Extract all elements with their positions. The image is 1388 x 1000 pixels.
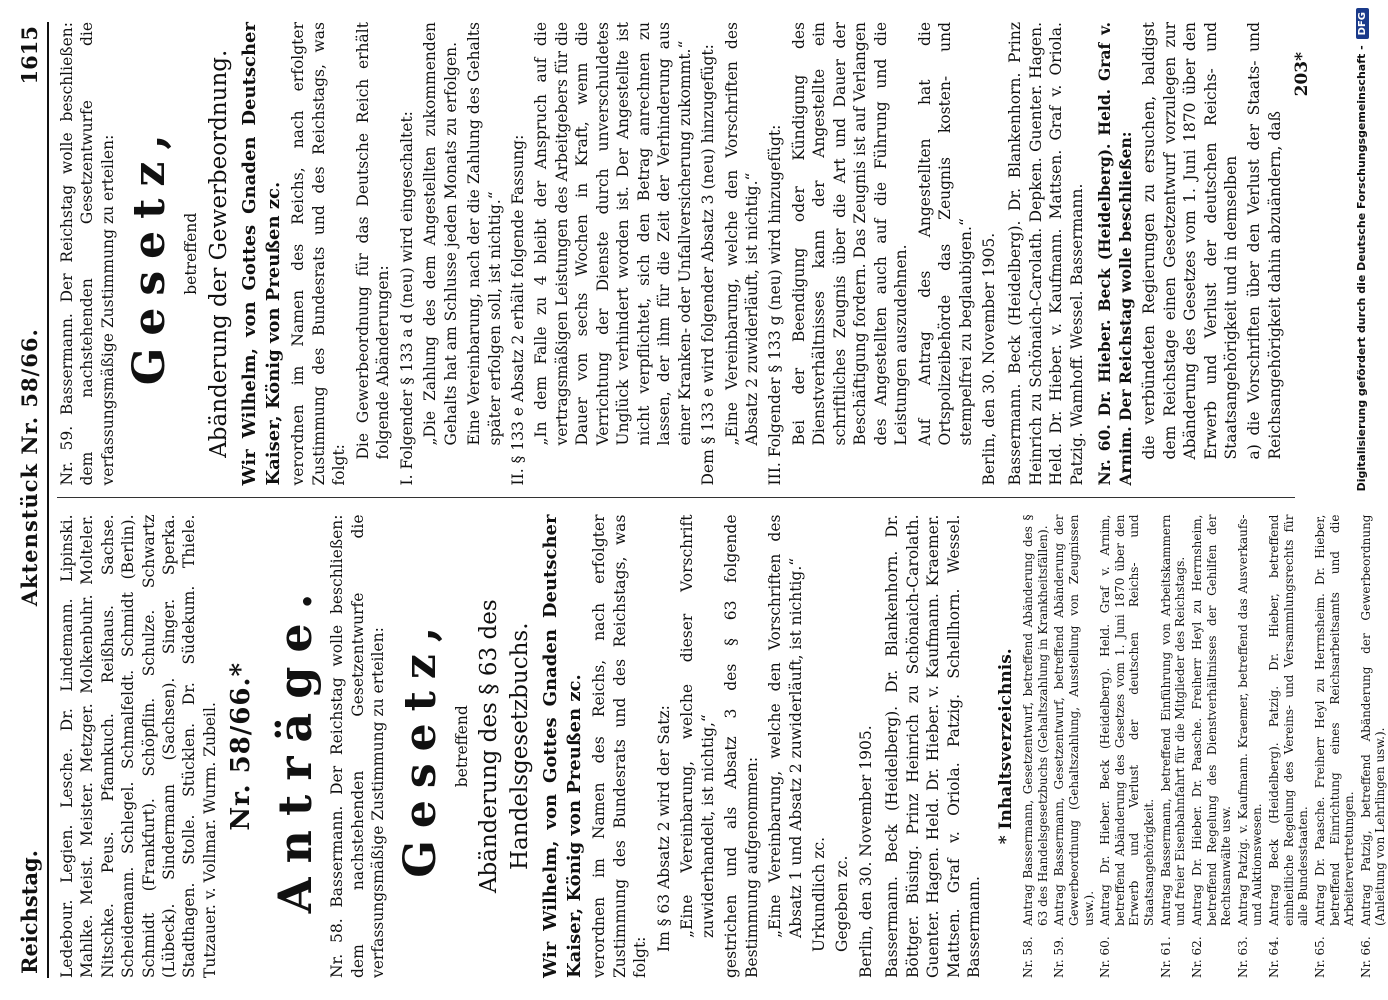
page-number: 1615 — [17, 26, 42, 85]
toc-number: Nr. 66. — [1358, 936, 1373, 978]
nr58-heading: Nr. 58/66.* — [226, 661, 257, 831]
law-subject-2: Abänderung der Gewerbeordnung. — [205, 49, 232, 458]
section-i-quote-2: Eine Vereinbarung, nach der die Zahlung des Gehalts später erfolgen soll, ist nichtig.“ — [465, 22, 504, 446]
amendments-intro: Die Gewerbeordnung für das Deutsche Reich erhält folgende Abänderungen: — [353, 22, 393, 460]
toc-row — [1159, 515, 1188, 979]
toc-text: Antrag Bassermann, Gesetzentwurf, betreffend Abänderung der Gewerbeordnung (Gehaltszahlung, Ausstellung von Zeugnissen usw.). — [1052, 514, 1096, 926]
date-line: Berlin, den 30. November 1905. — [856, 725, 875, 978]
verordnen-text-2: verordnen im Namen des Reichs, nach erfolgter Zustimmung des Bundesrats und des Reichstags, was folgt: — [289, 22, 349, 486]
urkundlich: Urkundlich zc. — [810, 836, 829, 952]
antraege-heading: Anträge. — [267, 579, 322, 914]
toc-title: * Inhaltsverzeichnis. — [995, 648, 1016, 845]
toc-row — [1236, 515, 1265, 979]
digitization-credit — [1355, 0, 1375, 1000]
toc-number: Nr. 62. — [1189, 936, 1204, 978]
toc-text: Antrag Dr. Hieber. Beck (Heidelberg). Held. Graf v. Arnim, betreffend Abänderung des Gesetzes vom 1. Juni 1870 über den Erwerb und Verlust der deutschen Reichs- und Staatsangehörigkeit. — [1098, 514, 1157, 926]
header-left: Reichstag. — [17, 850, 42, 974]
gegeben: Gegeben zc. — [833, 855, 852, 952]
toc-text: Antrag Dr. Hieber. Dr. Paasche. Freiherr Heyl zu Herrnsheim, betreffend Regelung des Dienstverhältnisses der Gehilfen der Rechtsanwälte usw. — [1189, 514, 1234, 926]
gesetz-title-2: Gesetz, — [124, 122, 176, 386]
wir-wilhelm: Wir Wilhelm, von Gottes Gnaden Deutscher Kaiser, König von Preußen zc. — [539, 514, 585, 978]
verordnen-text: verordnen im Namen des Reichs, nach erfolgter Zustimmung des Bundesrats und des Reichstags, was folgt: — [590, 514, 650, 978]
section-iii-quote: Bei der Beendigung oder Kündigung des Dienstverhältnisses kann der Angestellte ein schriftliches Zeugnis über die Art und Dauer der Beschäftigung fordern. Das Zeugnis ist auf Verlangen des Angestellten auch auf die Führung und die Leistungen auszudehnen. — [789, 22, 911, 446]
header-middle: Aktenstück Nr. 58/66. — [17, 328, 42, 607]
betreffend-label-2: betreffend — [182, 212, 201, 295]
nr60-item-a: a) die Vorschriften über den Verlust der Staats- und Reichsangehörigkeit dahin abzuändern, daß — [1245, 22, 1284, 460]
toc-number: Nr. 59. — [1052, 936, 1067, 978]
toc-row — [1313, 515, 1357, 979]
toc-text: Antrag Bassermann, betreffend Einführung von Arbeitskammern und freier Eisenbahnfahrt für die Mitglieder des Reichstags. — [1158, 514, 1188, 926]
names-block: Ledebour. Legien. Lesche. Dr. Lindemann. Lipinski. Mahlke. Meist. Meister. Metzger. Molkenbuhr. Molteler. Nitschke. Peus. Pfannkuch. Reißhaus. Sachse. Scheidemann. Schlegel. Schmalfeldt. Schmidt (Berlin). Schmidt (Frankfurt). Schöpflin. Schulze. Schwartz (Lübeck). Sindermann (Sachsen). Singer. Sperka. Stadthagen. Stolle. Stücklen. Dr. Südekum. Thiele. Tutzauer. v. Vollmar. Wurm. Zubeil. — [57, 514, 219, 978]
section-ii: II. § 133 e Absatz 2 erhält folgende Fassung: — [509, 134, 527, 486]
wir-wilhelm-2: Wir Wilhelm, von Gottes Gnaden Deutscher Kaiser, König von Preußen zc. — [238, 22, 284, 486]
toc-number: Nr. 64. — [1267, 936, 1282, 978]
nr60-text: die verbündeten Regierungen zu ersuchen, baldigst dem Reichstage einen Gesetzentwurf vorzulegen zur Abänderung des Gesetzes vom 1. Juni 1870 über den Erwerb und Verlust der deutschen Reichs- und Staatsangehörigkeit und in demselben — [1140, 22, 1240, 460]
quote-2: „Eine Vereinbarung, welche den Vorschriften des Absatz 1 und Absatz 2 zuwiderläuft, ist nichtig.“ — [766, 514, 805, 938]
section-ii-b: Dem § 133 e wird folgender Absatz 3 (neu) hinzugefügt: — [699, 44, 718, 486]
gesetz-title: Gesetz, — [394, 614, 446, 878]
table-of-contents — [1021, 515, 1388, 979]
page-header — [14, 22, 49, 978]
left-column — [57, 514, 1388, 979]
section-ii-quote-2: „Eine Vereinbarung, welche den Vorschriften des Absatz 2 zuwiderläuft, ist nichtig.“ — [722, 22, 761, 446]
toc-number: Nr. 65. — [1312, 936, 1327, 978]
signers-block-2: Bassermann. Beck (Heidelberg). Dr. Blankenhorn. Prinz Heinrich zu Schönaich-Carolath. Depken. Guenter. Hagen. Held. Dr. Hieber. v. Kaufmann. Mattsen. Graf v. Oriola. Patzig. Wamhoff. Wessel. Bassermann. — [1006, 22, 1086, 486]
toc-number: Nr. 63. — [1235, 936, 1250, 978]
toc-row — [1267, 515, 1311, 979]
section-iii-quote-2: Auf Antrag des Angestellten hat die Ortspolizeibehörde das Zeugnis kosten- und stempelfrei zu beglaubigen.“ — [915, 22, 975, 446]
toc-number: Nr. 60. — [1098, 936, 1113, 978]
toc-number: Nr. 58. — [1021, 936, 1036, 978]
credit-text: Digitalisierung gefördert durch die Deutsche Forschungsgemeinschaft - — [1355, 45, 1368, 492]
law-subject: Abänderung des § 63 des Handelsgesetzbuchs. — [476, 599, 533, 894]
toc-text: Antrag Bassermann, Gesetzentwurf, betreffend Abänderung des § 63 des Handelsgesetzbuchs (Gehaltszahlung in Krankheitsfällen). — [1021, 514, 1050, 926]
toc-text: Antrag Patzig, betreffend Abänderung der Gewerbeordnung (Anleitung von Lehrlingen usw.). — [1358, 514, 1388, 926]
toc-row — [1098, 515, 1157, 979]
signers-block: Bassermann. Beck (Heidelberg). Dr. Blankenhorn. Dr. Böttger. Büsing. Prinz Heinrich zu Schönaich-Carolath. Guenter. Hagen. Held. Dr. Hieber. v. Kaufmann. Kraemer. Mattsen. Graf v. Oriola. Patzig. Schellhorn. Wessel. Bassermann. — [883, 514, 984, 978]
section-iii: III. Folgender § 133 g (neu) wird hinzugefügt: — [766, 124, 785, 486]
right-column — [57, 22, 1313, 499]
betreffend-label: betreffend — [452, 705, 471, 788]
toc-row — [1052, 515, 1096, 979]
section-ii-quote: „In dem Falle zu 4 bleibt der Anspruch auf die vertragsmäßigen Leistungen des Arbeitgebers für die Dauer von sechs Wochen in Kraft, wenn die Verrichtung der Dienste durch unverschuldetes Unglück verhindert worden ist. Der Angestellte ist nicht verpflichtet, sich den Betrag anrechnen zu lassen, der ihm für die Zeit der Verhinderung aus einer Kranken- oder Unfallversicherung zukommt.“ — [532, 22, 694, 446]
toc-row — [1190, 515, 1234, 979]
dfg-logo: DFG — [1356, 8, 1369, 39]
section-i-quote: „Die Zahlung des dem Angestellten zukommenden Gehalts hat am Schlusse jeden Monats zu erfolgen. — [421, 22, 460, 446]
nr60-heading: Nr. 60. Dr. Hieber. Beck (Heidelberg). Held. Graf v. Arnim. Der Reichstag wolle beschließen: — [1095, 22, 1135, 486]
quote-1: „Eine Vereinbarung, welche dieser Vorschrift zuwiderhandelt, ist nichtig,“ — [678, 514, 717, 938]
nr58-intro: Nr. 58. Bassermann. Der Reichstag wolle beschließen: dem nachstehenden Gesetzentwurfe die verfassungsmäßige Zustimmung zu erteilen: — [328, 514, 388, 978]
paragraph-2: gestrichen und als Absatz 3 des § 63 folgende Bestimmung aufgenommen: — [722, 514, 761, 978]
section-i: I. Folgender § 133 a d (neu) wird eingeschaltet: — [397, 111, 416, 486]
paragraph-1: Im § 63 Absatz 2 wird der Satz: — [654, 705, 673, 952]
toc-text: Antrag Beck (Heidelberg). Patzig. Dr. Hieber, betreffend einheitliche Regelung des Vereins- und Versammlungsrechts für alle Bundesstaaten. — [1267, 514, 1311, 926]
toc-text: Antrag Dr. Paasche. Freiherr Heyl zu Herrnsheim. Dr. Hieber, betreffend Einrichtung eines Reichsarbeitsamts und die Arbeitervertretungen. — [1312, 514, 1357, 926]
date-line-2: Berlin, den 30. November 1905. — [979, 232, 998, 486]
toc-row — [1021, 515, 1050, 979]
toc-text: Antrag Patzig. v. Kaufmann. Kraemer, betreffend das Ausverkaufs- und Auktionswesen. — [1235, 514, 1265, 926]
nr59-intro: Nr. 59. Bassermann. Der Reichstag wolle beschließen: dem nachstehenden Gesetzentwurfe die verfassungsmäßige Zustimmung zu erteilen: — [57, 22, 117, 486]
footer-mark: 203* — [1292, 52, 1313, 97]
toc-number: Nr. 61. — [1158, 936, 1173, 978]
